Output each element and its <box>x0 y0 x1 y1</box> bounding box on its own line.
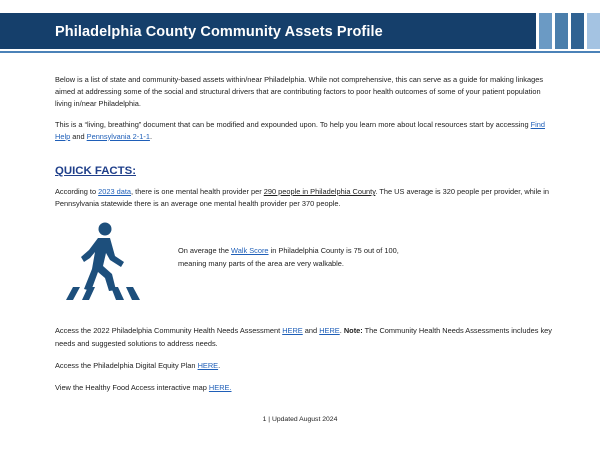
walk-score-section <box>55 222 555 310</box>
walk-score-line-2: meaning many parts of the area are very walkable. <box>178 258 344 268</box>
pennsylvania-211-link[interactable]: Pennsylvania 2-1-1 <box>86 131 150 141</box>
quick-facts-heading: QUICK FACTS: <box>55 165 136 178</box>
walk-score-line-1 <box>178 245 478 257</box>
text: View the Healthy Food Access interactive map <box>55 383 209 393</box>
digital-equity-paragraph <box>55 360 555 372</box>
chna-link-1[interactable]: HERE <box>282 326 303 336</box>
digital-equity-link[interactable]: HERE <box>197 360 219 370</box>
2023-data-link[interactable]: 2023 data <box>98 187 132 197</box>
text: . <box>149 131 152 141</box>
text: Access the Philadelphia Digital Equity Plan <box>55 360 198 370</box>
text: According to <box>55 187 99 197</box>
text: . The US average is 320 people per provider, while in Pennsylvania statewide there is an average one mental health provider per 370 people. <box>55 187 550 209</box>
find-help-link[interactable]: Find Help <box>55 119 545 141</box>
text: , there is one mental health provider per <box>131 187 264 197</box>
accent-block <box>587 13 600 49</box>
text: On average the <box>178 246 232 256</box>
document-body <box>55 74 555 394</box>
header-accent-blocks <box>539 13 600 49</box>
chna-paragraph <box>55 325 555 349</box>
pedestrian-crosswalk-icon <box>58 222 150 302</box>
accent-block <box>571 13 584 49</box>
text: . <box>218 360 221 370</box>
header-banner <box>0 13 600 49</box>
text: and <box>302 326 320 336</box>
text: Access the 2022 Philadelphia Community Health Needs Assessment <box>55 326 283 336</box>
food-access-paragraph <box>55 382 555 394</box>
text: The Community Health Needs Assessments includes key needs and suggested solutions to address needs. <box>55 326 552 348</box>
title-bar <box>0 13 536 49</box>
food-access-link[interactable]: HERE. <box>208 383 232 393</box>
page-footer: 1 | Updated August 2024 <box>262 416 338 423</box>
accent-block <box>555 13 568 49</box>
page-title: Philadelphia County Community Assets Profile <box>55 24 383 40</box>
chna-link-2[interactable]: HERE <box>319 326 340 336</box>
text: This is a “living, breathing” document that can be modified and expounded upon. To help you learn more about local resources start by accessing <box>55 119 531 129</box>
walk-score-text <box>178 245 478 310</box>
text: in Philadelphia County is 75 out of 100, <box>268 246 399 256</box>
walk-score-link[interactable]: Walk Score <box>231 246 269 256</box>
text: . <box>339 326 344 336</box>
header-divider <box>0 51 600 53</box>
provider-ratio-text: 290 people in Philadelphia County <box>263 187 376 197</box>
intro-paragraph: Below is a list of state and community-based assets within/near Philadelphia. While not comprehensive, this can serve as a guide for making linkages aimed at addressing some of the social and structural drivers that are contributing factors to poor health outcomes of some of your patient population living in/near Philadelphia. <box>55 75 544 109</box>
text: and <box>70 131 87 141</box>
mental-health-fact <box>55 186 555 210</box>
note-label: Note: <box>343 326 363 336</box>
accent-block <box>539 13 552 49</box>
living-document-paragraph <box>55 119 555 143</box>
